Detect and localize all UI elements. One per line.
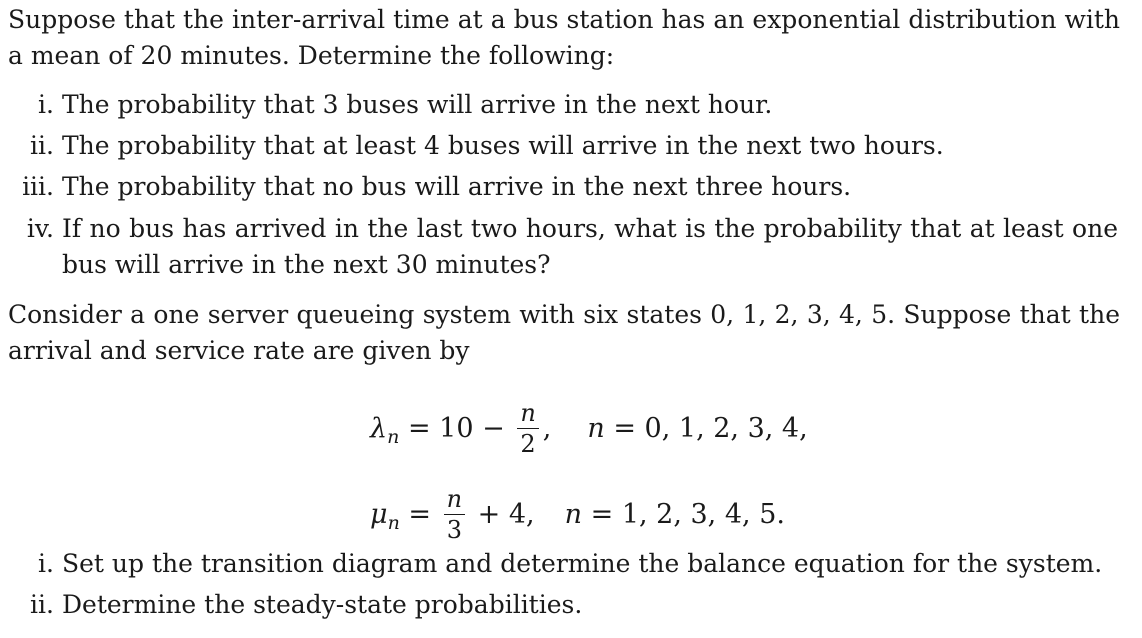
fraction-numerator: n — [444, 486, 465, 515]
fraction-denominator: 2 — [520, 430, 536, 458]
fraction-numerator: n — [517, 400, 538, 429]
problem1-intro: Suppose that the inter-arrival time at a bus station has an exponential distribution with a mean of 20 minutes. Determine the following: — [8, 5, 1120, 70]
fraction-denominator: 3 — [446, 516, 462, 544]
lambda-comma: , — [542, 412, 552, 444]
mu-rest: + 4, — [469, 498, 535, 530]
item-number: i. — [38, 549, 54, 578]
lambda-lhs: = 10 − — [399, 412, 514, 444]
item-text: If no bus has arrived in the last two hours, what is the probability that at least one bus will arrive in the next 30 minutes? — [62, 214, 1118, 279]
mu-condition: = 1, 2, 3, 4, 5. — [582, 498, 785, 530]
item-number: iii. — [22, 172, 54, 201]
item-text: Determine the steady-state probabilities. — [62, 590, 583, 619]
lambda-symbol: λ — [370, 412, 388, 444]
item-number: ii. — [30, 131, 54, 160]
item-number: i. — [38, 90, 54, 119]
item-text: The probability that no bus will arrive in the next three hours. — [62, 172, 852, 201]
mu-fraction — [444, 486, 465, 543]
item-text: The probability that at least 4 buses will arrive in the next two hours. — [62, 131, 944, 160]
equation-lambda — [370, 400, 808, 457]
mu-lhs: = — [399, 498, 440, 530]
mu-condition-var: n — [564, 498, 583, 530]
problem-page — [8, 0, 1134, 638]
lambda-fraction — [517, 400, 538, 457]
mu-symbol: μ — [370, 498, 388, 530]
lambda-subscript: n — [387, 425, 400, 448]
lambda-condition: = 0, 1, 2, 3, 4, — [604, 412, 808, 444]
equation-mu — [370, 486, 785, 543]
item-text: Set up the transition diagram and determine the balance equation for the system. — [62, 549, 1103, 578]
item-text: The probability that 3 buses will arrive in the next hour. — [62, 90, 773, 119]
problem2-intro: Consider a one server queueing system with six states 0, 1, 2, 3, 4, 5. Suppose that the arrival and service rate are given by — [8, 300, 1120, 365]
item-number: iv. — [26, 214, 54, 243]
item-number: ii. — [30, 590, 54, 619]
lambda-condition-var: n — [587, 412, 605, 444]
mu-subscript: n — [387, 511, 400, 534]
